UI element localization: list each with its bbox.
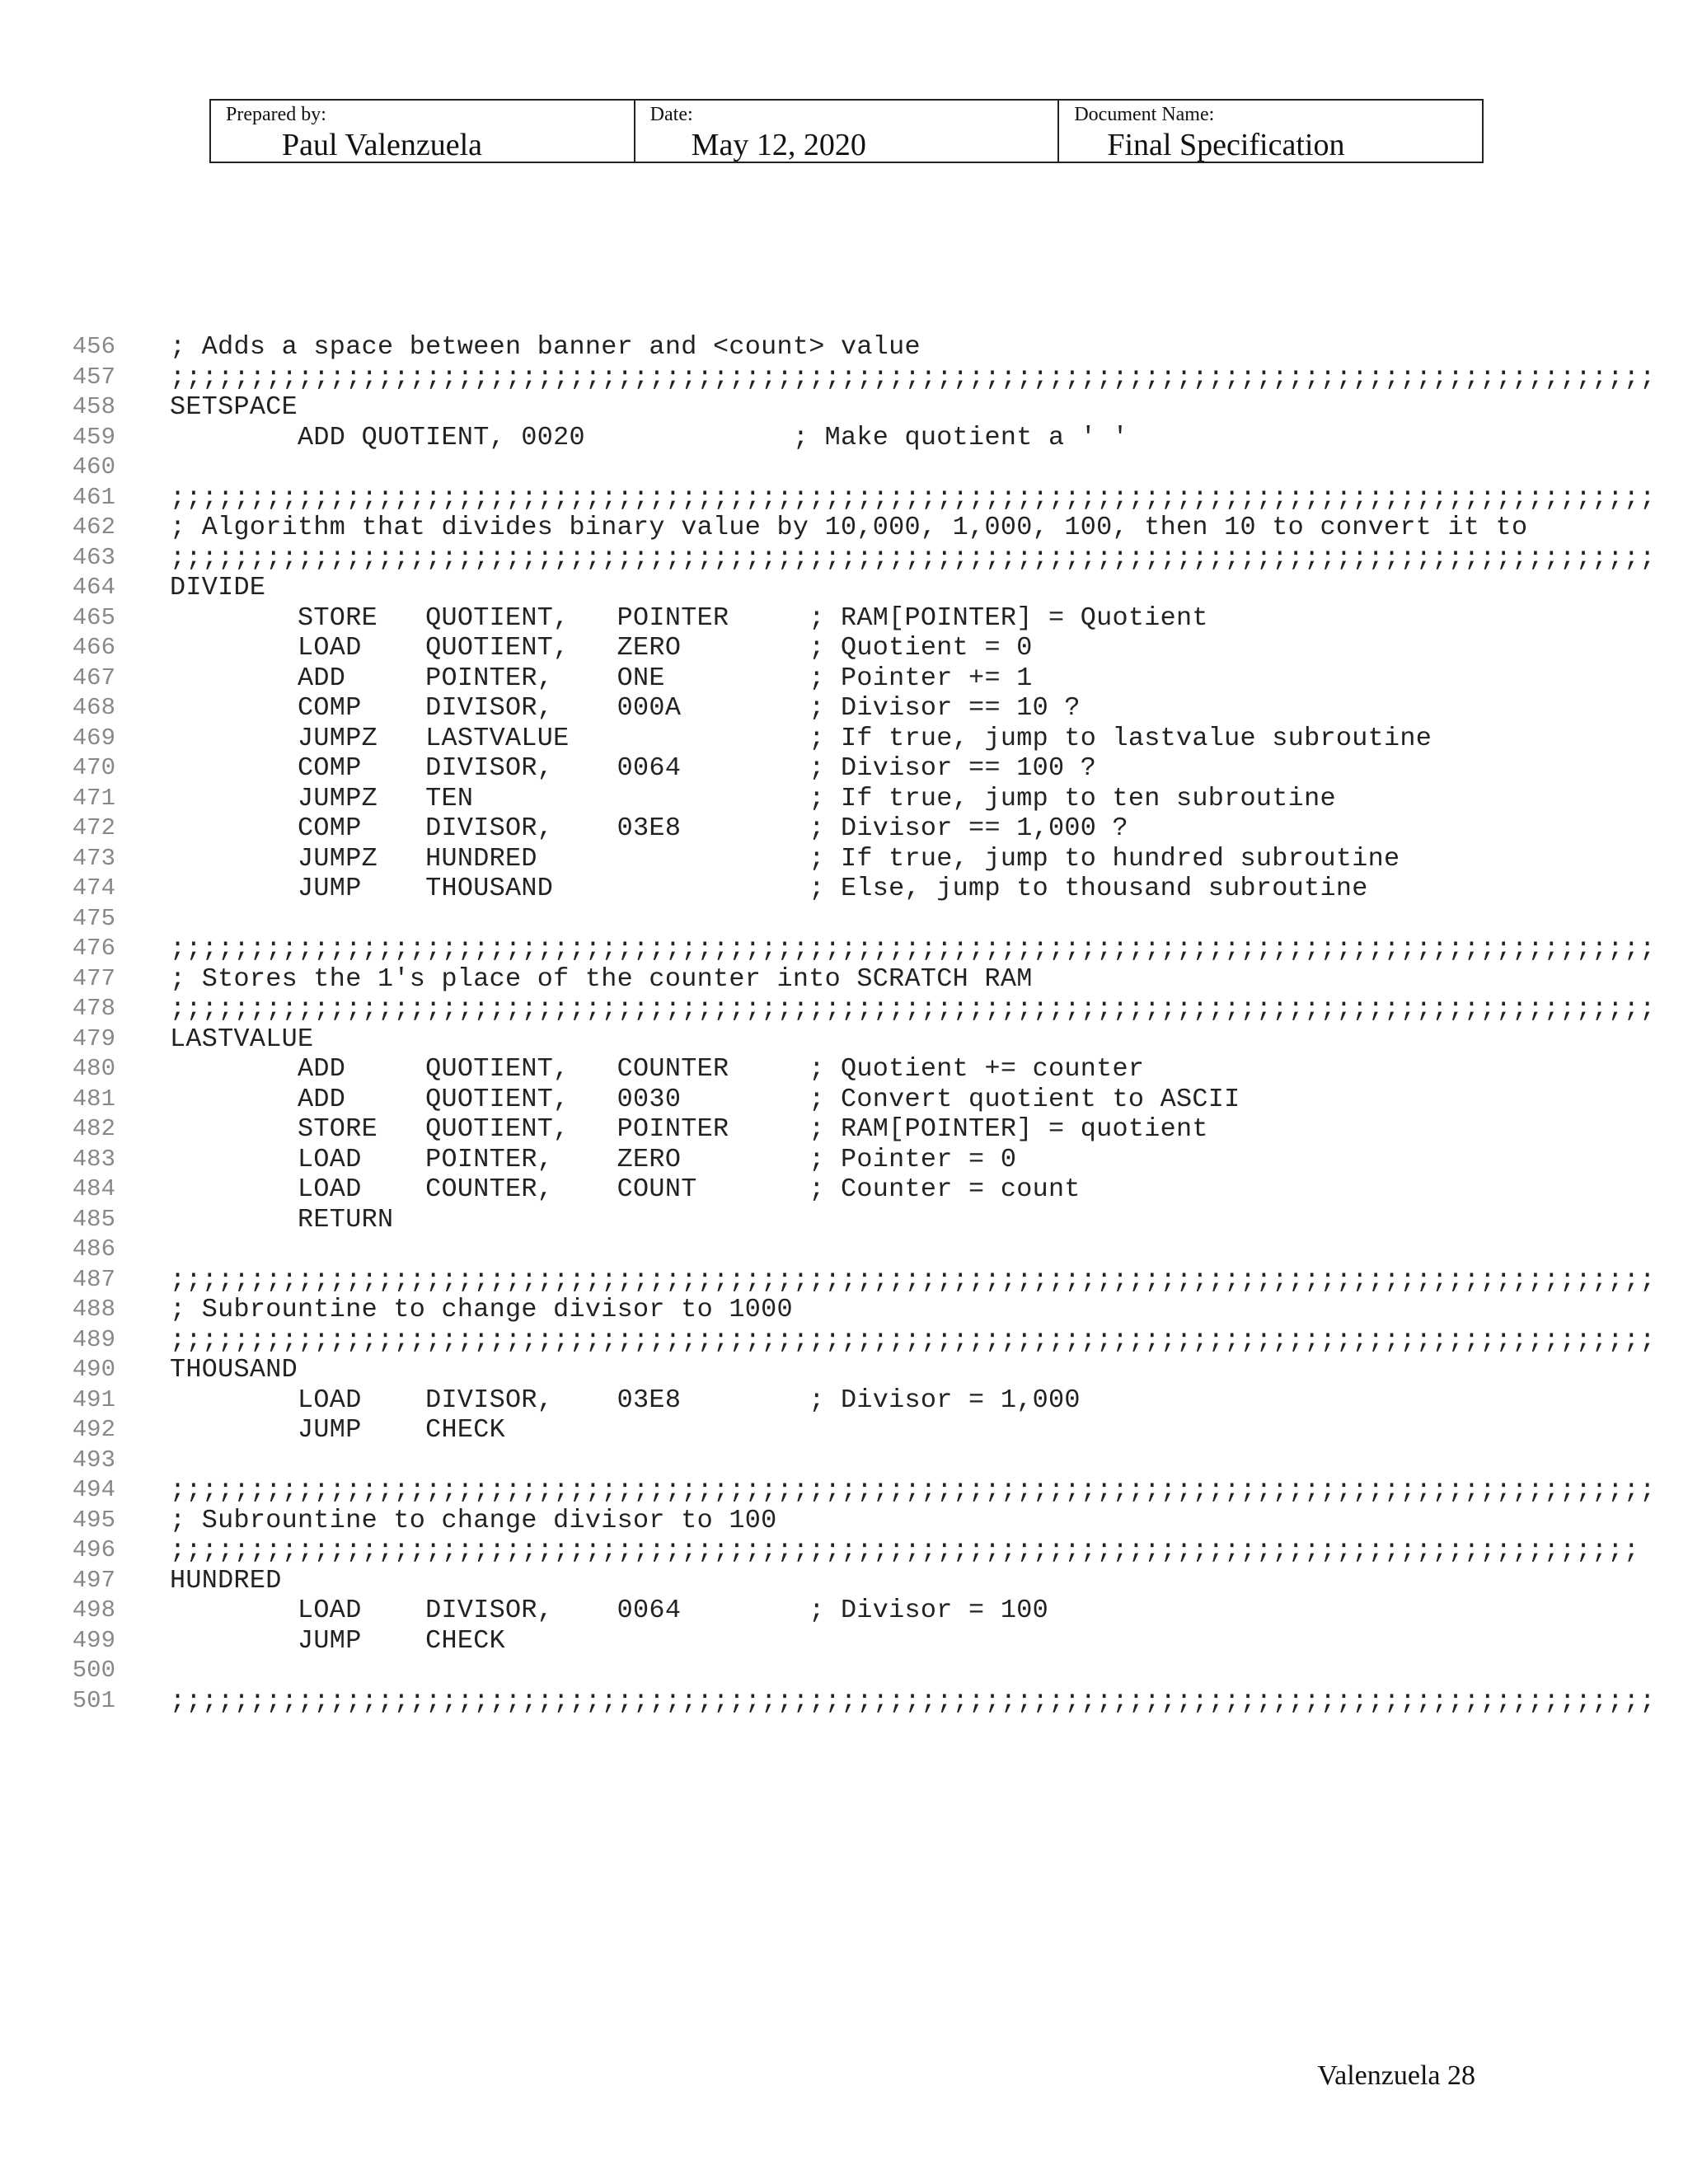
code-text: ;;;;;;;;;;;;;;;;;;;;;;;;;;;;;;;;;;;;;;;;;;;;;;;;;;;;;;;;;;;;;;;;;;;;;;;;;;;;;;;;;;;;;;;;;;;;; bbox=[170, 542, 1656, 573]
code-text: HUNDRED bbox=[170, 1565, 282, 1596]
line-number: 473 bbox=[72, 844, 115, 872]
code-line bbox=[0, 1686, 1688, 1717]
code-text: ADD QUOTIENT, 0030 ; Convert quotient to ASCII bbox=[170, 1084, 1240, 1114]
code-line bbox=[0, 844, 1688, 874]
line-number: 468 bbox=[72, 694, 115, 721]
date-cell bbox=[635, 101, 1060, 162]
code-text: ; Algorithm that divides binary value by 10,000, 1,000, 100, then 10 to convert it to bbox=[170, 513, 1528, 542]
line-number: 494 bbox=[72, 1476, 115, 1503]
line-number: 458 bbox=[72, 393, 115, 420]
code-text: LOAD COUNTER, COUNT ; Counter = count bbox=[170, 1174, 1081, 1204]
line-number: 477 bbox=[72, 964, 115, 992]
document-header-table bbox=[209, 99, 1484, 163]
code-line bbox=[0, 1596, 1688, 1626]
line-number: 489 bbox=[72, 1325, 115, 1353]
line-number: 490 bbox=[72, 1356, 115, 1383]
code-line bbox=[0, 784, 1688, 814]
line-number: 485 bbox=[72, 1205, 115, 1233]
code-text: LOAD POINTER, ZERO ; Pointer = 0 bbox=[170, 1144, 1017, 1174]
code-line bbox=[0, 1355, 1688, 1385]
code-text: ;;;;;;;;;;;;;;;;;;;;;;;;;;;;;;;;;;;;;;;;;;;;;;;;;;;;;;;;;;;;;;;;;;;;;;;;;;;;;;;;;;;;;;;;;;;; bbox=[170, 1535, 1640, 1565]
code-line bbox=[0, 753, 1688, 784]
code-line bbox=[0, 904, 1688, 935]
code-text: ADD QUOTIENT, COUNTER ; Quotient += counter bbox=[170, 1054, 1145, 1084]
line-number: 472 bbox=[72, 814, 115, 841]
code-line bbox=[0, 1174, 1688, 1205]
line-number: 500 bbox=[72, 1657, 115, 1684]
code-line bbox=[0, 452, 1688, 483]
code-line bbox=[0, 332, 1688, 363]
code-line bbox=[0, 1506, 1688, 1536]
line-number: 467 bbox=[72, 663, 115, 691]
code-line bbox=[0, 693, 1688, 724]
code-line bbox=[0, 1265, 1688, 1296]
code-text: ; Subrountine to change divisor to 1000 bbox=[170, 1295, 793, 1324]
code-line bbox=[0, 1325, 1688, 1356]
code-line bbox=[0, 1085, 1688, 1115]
code-line bbox=[0, 724, 1688, 754]
code-text: JUMPZ LASTVALUE ; If true, jump to lastvalue subroutine bbox=[170, 723, 1432, 753]
line-number: 496 bbox=[72, 1536, 115, 1563]
line-number: 466 bbox=[72, 634, 115, 661]
line-number: 465 bbox=[72, 603, 115, 631]
line-number: 486 bbox=[72, 1235, 115, 1263]
line-number: 456 bbox=[72, 333, 115, 360]
code-line bbox=[0, 1205, 1688, 1235]
code-text: JUMPZ TEN ; If true, jump to ten subroutine bbox=[170, 783, 1336, 813]
code-text: COMP DIVISOR, 000A ; Divisor == 10 ? bbox=[170, 693, 1081, 723]
code-line bbox=[0, 543, 1688, 574]
code-text: LOAD DIVISOR, 03E8 ; Divisor = 1,000 bbox=[170, 1385, 1081, 1415]
prepared-by-cell bbox=[211, 101, 635, 162]
line-number: 470 bbox=[72, 754, 115, 781]
line-number: 461 bbox=[72, 483, 115, 511]
code-line bbox=[0, 874, 1688, 904]
code-line bbox=[0, 813, 1688, 844]
code-line bbox=[0, 1656, 1688, 1686]
code-line bbox=[0, 363, 1688, 393]
code-line bbox=[0, 633, 1688, 663]
line-number: 469 bbox=[72, 724, 115, 752]
line-number: 459 bbox=[72, 423, 115, 451]
code-line bbox=[0, 663, 1688, 694]
code-text: ;;;;;;;;;;;;;;;;;;;;;;;;;;;;;;;;;;;;;;;;;;;;;;;;;;;;;;;;;;;;;;;;;;;;;;;;;;;;;;;;;;;;;;;;;;;;; bbox=[170, 362, 1656, 392]
code-line bbox=[0, 1566, 1688, 1596]
code-listing bbox=[0, 332, 1688, 1716]
line-number: 492 bbox=[72, 1416, 115, 1443]
line-number: 478 bbox=[72, 995, 115, 1022]
document-name-value: Final Specification bbox=[1107, 128, 1345, 162]
line-number: 482 bbox=[72, 1115, 115, 1142]
line-number: 475 bbox=[72, 904, 115, 932]
line-number: 471 bbox=[72, 784, 115, 812]
code-line bbox=[0, 1475, 1688, 1506]
code-text: ADD QUOTIENT, 0020 ; Make quotient a ' ' bbox=[170, 422, 1128, 452]
line-number: 464 bbox=[72, 574, 115, 601]
line-number: 491 bbox=[72, 1385, 115, 1413]
code-line bbox=[0, 573, 1688, 603]
code-line bbox=[0, 964, 1688, 995]
line-number: 501 bbox=[72, 1686, 115, 1714]
line-number: 498 bbox=[72, 1596, 115, 1624]
code-text: COMP DIVISOR, 0064 ; Divisor == 100 ? bbox=[170, 753, 1097, 783]
line-number: 476 bbox=[72, 935, 115, 962]
code-text: ;;;;;;;;;;;;;;;;;;;;;;;;;;;;;;;;;;;;;;;;;;;;;;;;;;;;;;;;;;;;;;;;;;;;;;;;;;;;;;;;;;;;;;;;;;;;; bbox=[170, 1685, 1656, 1716]
date-label: Date: bbox=[649, 104, 693, 125]
line-number: 457 bbox=[72, 363, 115, 391]
line-number: 487 bbox=[72, 1265, 115, 1293]
code-text: LASTVALUE bbox=[170, 1024, 314, 1054]
code-line bbox=[0, 1626, 1688, 1657]
line-number: 497 bbox=[72, 1566, 115, 1594]
document-name-label: Document Name: bbox=[1074, 104, 1215, 125]
code-text: ;;;;;;;;;;;;;;;;;;;;;;;;;;;;;;;;;;;;;;;;;;;;;;;;;;;;;;;;;;;;;;;;;;;;;;;;;;;;;;;;;;;;;;;;;;;;; bbox=[170, 994, 1656, 1024]
code-text: JUMP CHECK bbox=[170, 1415, 506, 1445]
code-line bbox=[0, 513, 1688, 543]
line-number: 462 bbox=[72, 513, 115, 541]
code-line bbox=[0, 392, 1688, 423]
code-line bbox=[0, 1415, 1688, 1446]
code-text: ADD POINTER, ONE ; Pointer += 1 bbox=[170, 663, 1033, 693]
line-number: 483 bbox=[72, 1145, 115, 1173]
code-text: THOUSAND bbox=[170, 1355, 298, 1385]
line-number: 495 bbox=[72, 1506, 115, 1534]
code-line bbox=[0, 1114, 1688, 1145]
code-text: COMP DIVISOR, 03E8 ; Divisor == 1,000 ? bbox=[170, 813, 1128, 843]
line-number: 493 bbox=[72, 1446, 115, 1474]
date-value: May 12, 2020 bbox=[691, 128, 866, 162]
code-text: SETSPACE bbox=[170, 392, 298, 422]
code-text: ;;;;;;;;;;;;;;;;;;;;;;;;;;;;;;;;;;;;;;;;;;;;;;;;;;;;;;;;;;;;;;;;;;;;;;;;;;;;;;;;;;;;;;;;;;;;; bbox=[170, 1475, 1656, 1505]
code-text: ; Adds a space between banner and <count> value bbox=[170, 332, 921, 362]
prepared-by-label: Prepared by: bbox=[226, 104, 326, 125]
code-text: LOAD DIVISOR, 0064 ; Divisor = 100 bbox=[170, 1596, 1048, 1625]
code-text: ;;;;;;;;;;;;;;;;;;;;;;;;;;;;;;;;;;;;;;;;;;;;;;;;;;;;;;;;;;;;;;;;;;;;;;;;;;;;;;;;;;;;;;;;;;;;; bbox=[170, 482, 1656, 513]
code-text: DIVIDE bbox=[170, 573, 266, 602]
code-text: ;;;;;;;;;;;;;;;;;;;;;;;;;;;;;;;;;;;;;;;;;;;;;;;;;;;;;;;;;;;;;;;;;;;;;;;;;;;;;;;;;;;;;;;;;;;;; bbox=[170, 934, 1656, 963]
code-text: JUMPZ HUNDRED ; If true, jump to hundred subroutine bbox=[170, 843, 1400, 874]
line-number: 479 bbox=[72, 1024, 115, 1052]
code-line bbox=[0, 1446, 1688, 1476]
line-number: 499 bbox=[72, 1626, 115, 1654]
line-number: 484 bbox=[72, 1175, 115, 1202]
code-line bbox=[0, 934, 1688, 964]
code-text: LOAD QUOTIENT, ZERO ; Quotient = 0 bbox=[170, 633, 1033, 663]
code-line bbox=[0, 1385, 1688, 1416]
code-text: JUMP THOUSAND ; Else, jump to thousand subroutine bbox=[170, 874, 1368, 903]
code-line bbox=[0, 423, 1688, 453]
line-number: 463 bbox=[72, 543, 115, 571]
code-line bbox=[0, 994, 1688, 1024]
code-line bbox=[0, 603, 1688, 634]
code-line bbox=[0, 1235, 1688, 1265]
code-line bbox=[0, 1535, 1688, 1566]
code-text: ;;;;;;;;;;;;;;;;;;;;;;;;;;;;;;;;;;;;;;;;;;;;;;;;;;;;;;;;;;;;;;;;;;;;;;;;;;;;;;;;;;;;;;;;;;;;; bbox=[170, 1324, 1656, 1355]
code-line bbox=[0, 1295, 1688, 1325]
line-number: 481 bbox=[72, 1085, 115, 1113]
line-number: 488 bbox=[72, 1296, 115, 1323]
code-text: STORE QUOTIENT, POINTER ; RAM[POINTER] = quotient bbox=[170, 1114, 1208, 1144]
code-text: ; Subrountine to change divisor to 100 bbox=[170, 1505, 777, 1535]
code-text: STORE QUOTIENT, POINTER ; RAM[POINTER] = Quotient bbox=[170, 602, 1208, 633]
code-text: RETURN bbox=[170, 1204, 394, 1235]
code-line bbox=[0, 1145, 1688, 1175]
document-name-cell bbox=[1059, 101, 1482, 162]
code-line bbox=[0, 483, 1688, 513]
code-text: ; Stores the 1's place of the counter into SCRATCH RAM bbox=[170, 963, 1033, 994]
prepared-by-value: Paul Valenzuela bbox=[282, 128, 483, 162]
line-number: 480 bbox=[72, 1055, 115, 1082]
page-number: Valenzuela 28 bbox=[1317, 2060, 1475, 2091]
line-number: 474 bbox=[72, 874, 115, 902]
code-text: ;;;;;;;;;;;;;;;;;;;;;;;;;;;;;;;;;;;;;;;;;;;;;;;;;;;;;;;;;;;;;;;;;;;;;;;;;;;;;;;;;;;;;;;;;;;;; bbox=[170, 1264, 1656, 1295]
code-line bbox=[0, 1024, 1688, 1055]
code-text: JUMP CHECK bbox=[170, 1625, 506, 1656]
line-number: 460 bbox=[72, 453, 115, 480]
code-line bbox=[0, 1054, 1688, 1085]
